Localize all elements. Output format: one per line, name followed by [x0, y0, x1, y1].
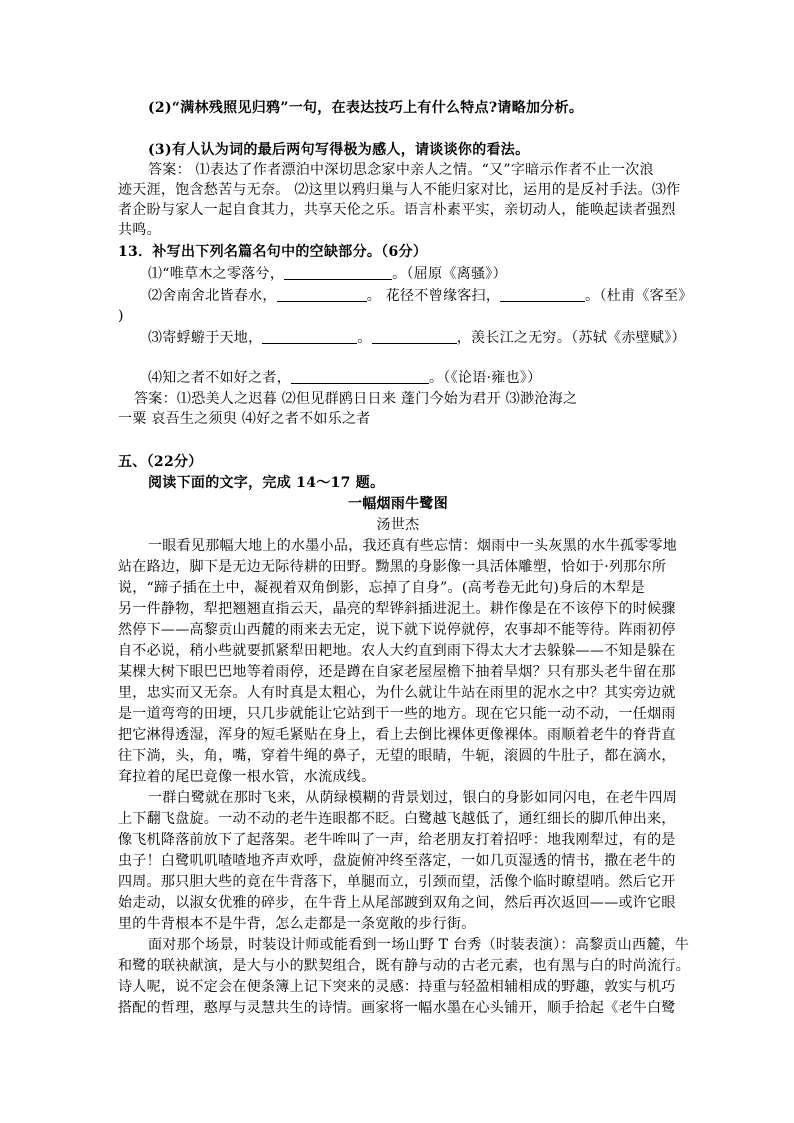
q13-answer-line-2: 一粟 哀吾生之须臾 ⑷好之者不如乐之者 — [118, 411, 371, 427]
answer-blank[interactable] — [262, 329, 357, 344]
article-line: 把它淋得透湿，浑身的短毛紧贴在身上，看上去倒比裸体更像裸体。雨顺着老牛的脊背直 — [118, 727, 676, 743]
q13-answer-line-1: 答案：⑴恐美人之迟暮 ⑵但见群鸥日日来 蓬门今始为君开 ⑶渺沧海之 — [134, 391, 578, 407]
q13-item-1-pre: ⑴“唯草木之零落兮， — [148, 266, 285, 282]
article-line: 一眼看见那幅大地上的水墨小品，我还真有些忘情：烟雨中一头灰黑的水牛孤零零地 — [148, 538, 678, 554]
article-line: 像飞机降落前放下了起落架。老牛哞叫了一声，给老朋友打着招呼：地我刚犁过，有的是 — [118, 832, 676, 848]
q13-item-2 — [148, 286, 708, 306]
article-line: 里的牛背根本不是牛背，怎么走都是一条宽敞的步行街。 — [118, 916, 476, 932]
answer-blank[interactable] — [372, 329, 457, 344]
article-line: 里，忠实而又无奈。人有时真是太粗心，为什么就让牛站在雨里的泥水之中？其实旁边就 — [118, 685, 676, 701]
q13-item-2-tail: ) — [118, 308, 124, 324]
article-line: 面对那个场景，时装设计师或能看到一场山野 T 台秀（时装表演）：高黎贡山西麓，牛 — [148, 937, 690, 953]
q13-item-3-mid: 。 — [357, 330, 372, 346]
article-line: 始走动，以淑女优雅的碎步，在牛背上从尾部踱到双角之间，然后再次返回——或许它眼 — [118, 895, 676, 911]
section-instruction: 阅读下面的文字，完成 14～17 题。 — [148, 475, 385, 491]
article-line: 是一道弯弯的田埂，只几步就能让它站到干一些的地方。现在它只能一动不动，一任烟雨 — [118, 706, 676, 722]
article-title: 一幅烟雨牛鹭图 — [347, 496, 449, 512]
article-line: 一群白鹭就在那时飞来，从荫绿模糊的背景划过，银白的身影如同闪电，在老牛四周 — [148, 790, 678, 806]
answer-blank[interactable] — [277, 287, 367, 302]
q13-item-2-mid: 。 花径不曾缘客扫， — [366, 288, 501, 304]
q12-answer-line-1: 答案： ⑴表达了作者漂泊中深切思念家中亲人之情。“又”字暗示作者不止一次浪 — [148, 162, 654, 178]
q13-item-2-pre: ⑵舍南舍北皆春水， — [148, 288, 277, 304]
article-line: 和鹭的联袂献演，是大与小的默契组合，既有静与动的古老元素，也有黑与白的时尚流行。 — [118, 958, 690, 974]
article-line: 自不必说，稍小些就要抓紧犁田耙地。农人大约直到雨下得太大才去躲躲——不知是躲在 — [118, 643, 676, 659]
answer-blank[interactable] — [500, 287, 585, 302]
article-line: 然停下——高黎贡山西麓的雨来去无定，说下就下说停就停，农事却不能等待。阵雨初停 — [118, 622, 676, 638]
q13-item-4-post: 。（《论语·雍也》） — [429, 370, 542, 386]
answer-blank[interactable] — [284, 265, 392, 280]
q13-item-3-post: ，羡长江之无穷。（苏轼《赤壁赋》） — [456, 330, 686, 346]
q13-item-1 — [148, 264, 708, 284]
q12-answer-line-2: 迹天涯，饱含愁苦与无奈。 ⑵这里以鸦归巢与人不能归家对比，运用的是反衬手法。⑶作 — [118, 182, 681, 198]
article-line: 四周。那只胆大些的竟在牛背落下，单腿而立，引颈而望，活像个临时瞭望哨。然后它开 — [118, 874, 676, 890]
q13-item-1-post: 。（屈原《离骚》） — [392, 266, 507, 282]
q12-answer-line-4: 共鸣。 — [118, 222, 161, 238]
article-line: 说，“蹄子插在土中，凝视着双角倒影，忘掉了自身”。(高考卷无此句)身后的木犁是 — [118, 580, 645, 596]
q12-question-2: (2)“满林残照见归鸦”一句，在表达技巧上有什么特点?请略加分析。 — [148, 100, 584, 116]
article-line: 诗人呢，说不定会在便条簿上记下突来的灵感：持重与轻盈相辅相成的野趣，敦实与机巧 — [118, 979, 676, 995]
q13-item-4 — [148, 368, 708, 388]
q13-item-4-pre: ⑷知之者不如好之者， — [148, 370, 291, 386]
article-line: 耷拉着的尾巴竟像一根水管，水流成线。 — [118, 769, 376, 785]
article-line: 上下翻飞盘旋。一动不动的老牛连眼都不眨。白鹭越飞越低了，通红细长的脚爪伸出来， — [118, 811, 676, 827]
q12-answer-line-3: 者企盼与家人一起自食其力，共享天伦之乐。语言朴素平实，亲切动人，能唤起读者强烈 — [118, 202, 676, 218]
q13-item-3 — [148, 328, 708, 348]
article-line: 站在路边，脚下是无边无际待耕的田野。黝黑的身影像一具活体雕塑，恰如于·列那尔所 — [118, 559, 667, 575]
q12-question-3: (3)有人认为词的最后两句写得极为感人，请谈谈你的看法。 — [148, 142, 530, 158]
q13-item-2-post: 。（杜甫《客至》 — [585, 288, 693, 304]
section-heading: 五、（22分） — [118, 454, 203, 470]
article-line: 另一件静物，犁把翘翘直指云天，晶亮的犁铧斜插进泥土。耕作像是在不该停下的时候骤 — [118, 601, 676, 617]
q13-item-3-pre: ⑶寄蜉蝣于天地， — [148, 330, 263, 346]
article-line: 往下淌，头，角，嘴，穿着牛绳的鼻子，无望的眼睛，牛轭，滚圆的牛肚子，都在滴水， — [118, 748, 676, 764]
article-line: 搭配的哲理，憨厚与灵慧共生的诗情。画家将一幅水墨在心头铺开，顺手拾起《老牛白鹭 — [118, 1000, 676, 1016]
q13-title: 13．补写出下列名篇名句中的空缺部分。（6分） — [118, 244, 428, 260]
article-author: 汤世杰 — [376, 517, 420, 533]
article-line: 某棵大树下眼巴巴地等着雨停，还是蹲在自家老屋屋檐下抽着旱烟？只有那头老牛留在那 — [118, 664, 676, 680]
article-line: 虫子！白鹭叽叽喳喳地齐声欢呼，盘旋俯冲终至落定，一如几页湿透的情书，撒在老牛的 — [118, 853, 676, 869]
answer-blank[interactable] — [291, 369, 429, 384]
